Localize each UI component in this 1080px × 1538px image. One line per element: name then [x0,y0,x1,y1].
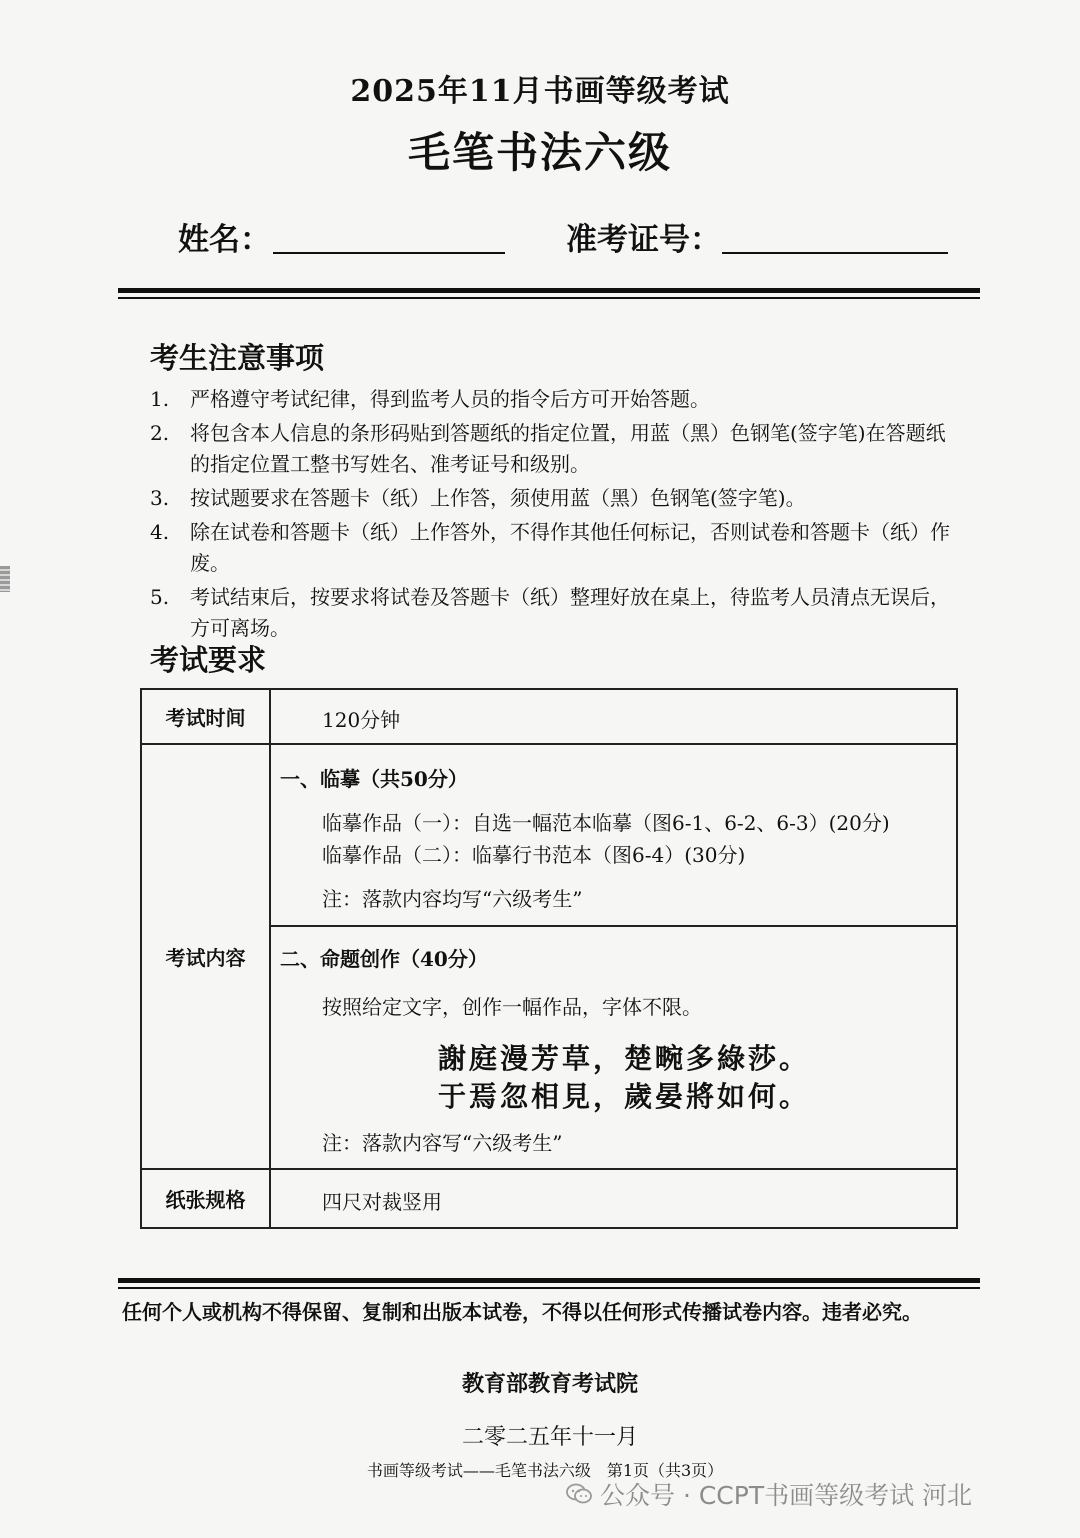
notice-number: 3. [150,486,170,510]
part2-note: 注：落款内容写“六级考生” [322,1131,563,1155]
notice-item [150,582,960,644]
poem-line-2: 于焉忽相見，歲晏將如何。 [437,1080,810,1113]
footer-divider-thick [118,1278,980,1283]
name-blank-line [273,252,505,254]
notice-item [150,384,960,415]
notice-text: 将包含本人信息的条形码贴到答题纸的指定位置，用蓝（黑）色钢笔(签字笔)在答题纸的指定位置工整书写姓名、准考证号和级别。 [190,421,946,476]
part2-instruction: 按照给定文字，创作一幅作品，字体不限。 [322,995,702,1019]
notice-number: 4. [150,520,170,544]
notice-number: 2. [150,421,170,445]
watermark [566,1476,972,1512]
notices-heading: 考生注意事项 [150,341,325,375]
exam-subject-title: 毛笔书法六级 [407,128,672,177]
time-value: 120分钟 [322,708,401,732]
notice-text: 按试题要求在答题卡（纸）上作答，须使用蓝（黑）色钢笔(签字笔)。 [190,486,806,510]
notice-item [150,418,960,480]
page-footer: 书画等级考试——毛笔书法六级 第1页（共3页） [366,1461,724,1480]
wechat-icon [566,1483,592,1505]
footer-divider-thin [118,1287,980,1289]
issuer-name: 教育部教育考试院 [461,1371,638,1397]
header-divider-thin [118,297,980,299]
notice-list [150,384,960,647]
table-row-time [142,690,956,745]
notice-number: 5. [150,585,170,609]
requirements-table [140,688,958,1229]
time-label: 考试时间 [142,690,271,743]
table-row-content [142,745,956,1170]
notice-text: 严格遵守考试纪律，得到监考人员的指令后方可开始答题。 [190,387,710,411]
issue-date: 二零二五年十一月 [461,1425,638,1450]
paper-value: 四尺对裁竖用 [322,1190,442,1214]
content-sub-divider [269,925,956,927]
requirements-heading: 考试要求 [150,643,267,677]
part1-item-2: 临摹作品（二）：临摹行书范本（图6-4）(30分) [322,843,746,867]
part1-item-1: 临摹作品（一）：自选一幅范本临摹（图6-1、6-2、6-3）(20分) [322,811,890,835]
exam-id-label: 准考证号： [566,222,721,258]
notice-number: 1. [150,387,170,411]
header-divider-thick [118,288,980,293]
exam-title: 2025年11月书画等级考试 [350,74,730,109]
copyright-notice: 任何个人或机构不得保留、复制和出版本试卷，不得以任何形式传播试卷内容。违者必究。 [122,1300,922,1324]
part1-heading: 一、临摹（共50分） [280,767,468,791]
part2-heading: 二、命题创作（40分） [280,947,488,971]
notice-text: 考试结束后，按要求将试卷及答题卡（纸）整理好放在桌上，待监考人员清点无误后，方可离场。 [190,585,950,640]
table-row-paper [142,1170,956,1227]
notice-item [150,483,960,514]
paper-label: 纸张规格 [142,1170,271,1227]
scan-edge-mark [0,566,10,592]
notice-item [150,517,960,579]
notice-text: 除在试卷和答题卡（纸）上作答外，不得作其他任何标记，否则试卷和答题卡（纸）作废。 [190,520,950,575]
name-label: 姓名： [178,222,271,258]
part1-note: 注：落款内容均写“六级考生” [322,887,583,911]
poem-line-1: 謝庭漫芳草，楚畹多綠莎。 [437,1042,810,1075]
exam-id-blank-line [722,252,948,254]
content-label: 考试内容 [142,745,271,1168]
watermark-text: 公众号 · CCPT书画等级考试 河北 [600,1481,973,1510]
